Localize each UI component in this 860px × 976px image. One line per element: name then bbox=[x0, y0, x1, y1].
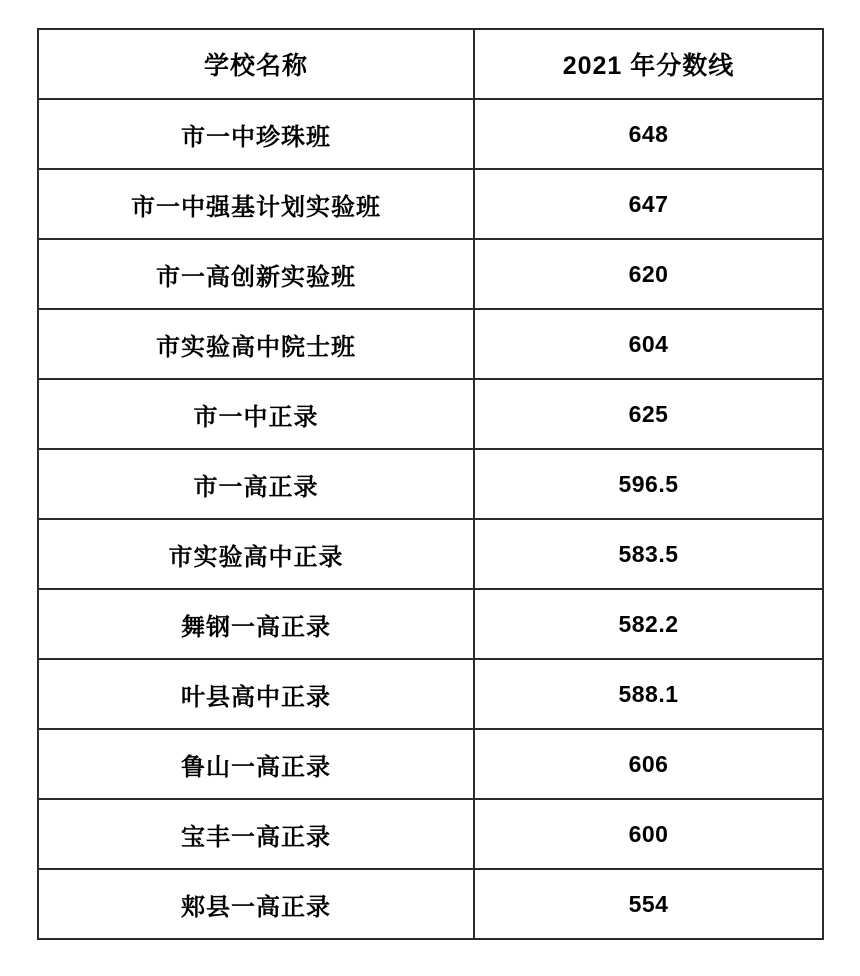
cell-score: 606 bbox=[474, 729, 823, 799]
cell-school: 宝丰一高正录 bbox=[38, 799, 474, 869]
cell-score: 554 bbox=[474, 869, 823, 939]
cell-school: 叶县高中正录 bbox=[38, 659, 474, 729]
column-header-score: 2021 年分数线 bbox=[474, 29, 823, 99]
cell-score: 583.5 bbox=[474, 519, 823, 589]
cell-score: 604 bbox=[474, 309, 823, 379]
score-table bbox=[37, 28, 824, 940]
cell-school: 市一高创新实验班 bbox=[38, 239, 474, 309]
table-row bbox=[38, 869, 823, 939]
cell-score: 582.2 bbox=[474, 589, 823, 659]
cell-school: 舞钢一高正录 bbox=[38, 589, 474, 659]
cell-score: 648 bbox=[474, 99, 823, 169]
cell-school: 郏县一高正录 bbox=[38, 869, 474, 939]
cell-school: 鲁山一高正录 bbox=[38, 729, 474, 799]
table-header-row bbox=[38, 29, 823, 99]
table-header bbox=[38, 29, 823, 99]
table-row bbox=[38, 519, 823, 589]
table-row bbox=[38, 449, 823, 519]
cell-school: 市实验高中正录 bbox=[38, 519, 474, 589]
table-body bbox=[38, 99, 823, 939]
table-row bbox=[38, 659, 823, 729]
table-row bbox=[38, 379, 823, 449]
table-row bbox=[38, 309, 823, 379]
cell-score: 620 bbox=[474, 239, 823, 309]
column-header-school: 学校名称 bbox=[38, 29, 474, 99]
cell-score: 647 bbox=[474, 169, 823, 239]
score-table-container bbox=[37, 28, 822, 940]
table-row bbox=[38, 239, 823, 309]
cell-school: 市一高正录 bbox=[38, 449, 474, 519]
table-row bbox=[38, 799, 823, 869]
table-row bbox=[38, 589, 823, 659]
cell-score: 625 bbox=[474, 379, 823, 449]
cell-school: 市一中强基计划实验班 bbox=[38, 169, 474, 239]
table-row bbox=[38, 99, 823, 169]
cell-score: 596.5 bbox=[474, 449, 823, 519]
cell-school: 市实验高中院士班 bbox=[38, 309, 474, 379]
cell-school: 市一中珍珠班 bbox=[38, 99, 474, 169]
cell-score: 600 bbox=[474, 799, 823, 869]
table-row bbox=[38, 169, 823, 239]
cell-score: 588.1 bbox=[474, 659, 823, 729]
table-row bbox=[38, 729, 823, 799]
cell-school: 市一中正录 bbox=[38, 379, 474, 449]
